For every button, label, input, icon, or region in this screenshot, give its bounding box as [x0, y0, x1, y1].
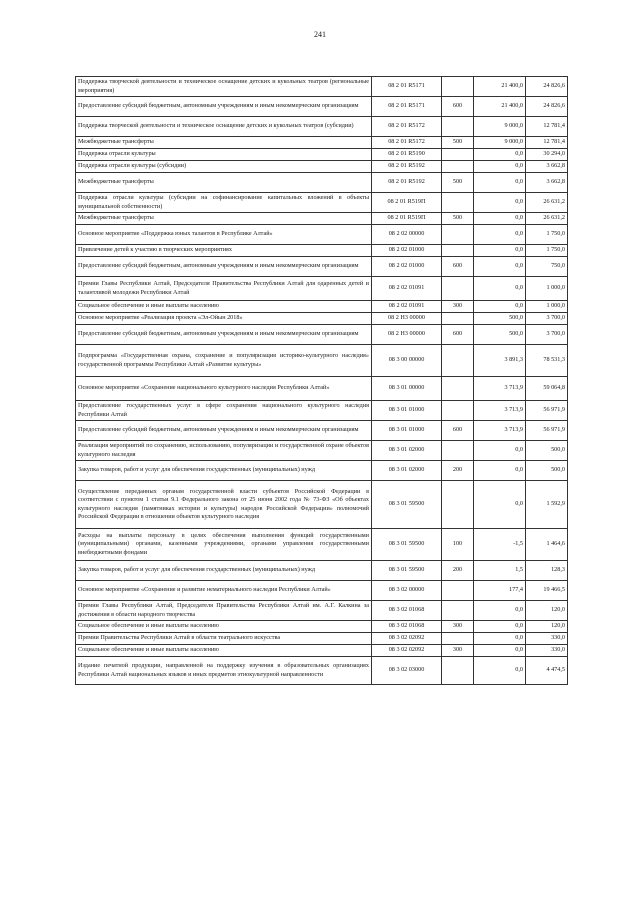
row-type-cell: 500: [442, 173, 474, 193]
row-name-cell: Закупка товаров, работ и услуг для обеспечения государственных (муниципальных) нужд: [76, 461, 372, 481]
row-value1-cell: 0,0: [474, 657, 526, 685]
row-code-cell: 08 2 02 00000: [372, 225, 442, 245]
row-value2-cell: 1 464,6: [526, 529, 568, 561]
row-code-cell: 08 3 01 59500: [372, 481, 442, 529]
table-row: [76, 173, 568, 193]
table-row: [76, 441, 568, 461]
row-name-cell: Поддержка отрасли культуры: [76, 149, 372, 161]
row-value2-cell: 19 466,5: [526, 581, 568, 601]
row-value1-cell: 21 400,0: [474, 97, 526, 117]
table-row: [76, 245, 568, 257]
row-name-cell: Межбюджетные трансферты: [76, 137, 372, 149]
row-value1-cell: 177,4: [474, 581, 526, 601]
row-code-cell: 08 3 00 00000: [372, 345, 442, 377]
table-row: [76, 161, 568, 173]
row-code-cell: 08 2 Н3 00000: [372, 325, 442, 345]
table-row: [76, 257, 568, 277]
row-type-cell: 300: [442, 645, 474, 657]
row-value2-cell: 330,0: [526, 633, 568, 645]
row-value1-cell: 0,0: [474, 633, 526, 645]
row-name-cell: Межбюджетные трансферты: [76, 213, 372, 225]
row-type-cell: 100: [442, 529, 474, 561]
table-row: [76, 481, 568, 529]
row-value2-cell: 26 631,2: [526, 213, 568, 225]
row-code-cell: 08 2 Н3 00000: [372, 313, 442, 325]
table-row: [76, 401, 568, 421]
row-type-cell: 200: [442, 461, 474, 481]
row-value1-cell: 0,0: [474, 193, 526, 213]
row-type-cell: [442, 77, 474, 97]
row-value2-cell: 3 700,0: [526, 313, 568, 325]
row-value2-cell: 500,0: [526, 441, 568, 461]
row-name-cell: Предоставление субсидий бюджетным, автономным учреждениям и иным некоммерческим организациям: [76, 421, 372, 441]
row-value1-cell: 0,0: [474, 601, 526, 621]
row-value1-cell: 0,0: [474, 301, 526, 313]
table-row: [76, 225, 568, 245]
row-value1-cell: 0,0: [474, 161, 526, 173]
table-row: [76, 117, 568, 137]
row-name-cell: Расходы на выплаты персоналу в целях обеспечения выполнения функций государственными (муниципальными) органами, казенными учреждениями, органами управления государственными внебюджетными фондами: [76, 529, 372, 561]
row-code-cell: 08 3 02 02092: [372, 645, 442, 657]
table-row: [76, 621, 568, 633]
row-type-cell: [442, 657, 474, 685]
row-value2-cell: 750,0: [526, 257, 568, 277]
row-name-cell: Социальное обеспечение и иные выплаты населению: [76, 645, 372, 657]
row-code-cell: 08 3 02 00000: [372, 581, 442, 601]
row-type-cell: [442, 377, 474, 401]
row-name-cell: Предоставление субсидий бюджетным, автономным учреждениям и иным некоммерческим организациям: [76, 97, 372, 117]
table-row: [76, 301, 568, 313]
row-name-cell: Поддержка творческой деятельности и техническое оснащение детских и кукольных театров (региональные мероприятия): [76, 77, 372, 97]
row-value1-cell: 3 891,3: [474, 345, 526, 377]
row-type-cell: [442, 245, 474, 257]
row-code-cell: 08 3 02 02092: [372, 633, 442, 645]
row-value2-cell: 4 474,5: [526, 657, 568, 685]
table-row: [76, 657, 568, 685]
row-value2-cell: 500,0: [526, 461, 568, 481]
table-row: [76, 193, 568, 213]
row-type-cell: [442, 401, 474, 421]
row-value2-cell: 78 531,3: [526, 345, 568, 377]
row-name-cell: Премии Правительства Республики Алтай в области театрального искусства: [76, 633, 372, 645]
table-row: [76, 645, 568, 657]
row-type-cell: 200: [442, 561, 474, 581]
row-value2-cell: 3 700,0: [526, 325, 568, 345]
row-value1-cell: -1,5: [474, 529, 526, 561]
row-name-cell: Поддержка творческой деятельности и техническое оснащение детских и кукольных театров (субсидии): [76, 117, 372, 137]
row-value2-cell: 24 826,6: [526, 97, 568, 117]
row-value1-cell: 3 713,9: [474, 401, 526, 421]
row-value1-cell: 0,0: [474, 173, 526, 193]
row-name-cell: Подпрограмма «Государственная охрана, сохранение и популяризация историко-культурного наследия» государственной программы Республики Алтай «Развитие культуры»: [76, 345, 372, 377]
table-row: [76, 529, 568, 561]
row-value1-cell: 0,0: [474, 257, 526, 277]
row-value2-cell: 24 826,6: [526, 77, 568, 97]
row-value2-cell: 3 662,8: [526, 173, 568, 193]
row-value1-cell: 0,0: [474, 621, 526, 633]
row-code-cell: 08 2 01 R5192: [372, 173, 442, 193]
table-row: [76, 345, 568, 377]
row-type-cell: [442, 161, 474, 173]
row-code-cell: 08 2 01 R5172: [372, 137, 442, 149]
row-value1-cell: 21 400,0: [474, 77, 526, 97]
row-name-cell: Поддержка отрасли культуры (субсидии на софинансирование капитальных вложений в объекты муниципальной собственности): [76, 193, 372, 213]
row-value1-cell: 3 713,9: [474, 377, 526, 401]
table-row: [76, 561, 568, 581]
table-row: [76, 461, 568, 481]
row-name-cell: Осуществление переданных органам государственной власти субъектов Российской Федерации в соответствии с пунктом 1 статьи 9.1 Федерального закона от 25 июня 2002 года № 73-ФЗ «Об объектах культурного наследия (памятниках истории и культуры) народов Российской Федерации» полномочий Российской Федерации в отношении объектов культурного наследия: [76, 481, 372, 529]
budget-table-body: [76, 77, 568, 685]
row-value2-cell: 56 971,9: [526, 421, 568, 441]
row-type-cell: 300: [442, 621, 474, 633]
row-value2-cell: 26 631,2: [526, 193, 568, 213]
row-type-cell: 300: [442, 301, 474, 313]
row-name-cell: Закупка товаров, работ и услуг для обеспечения государственных (муниципальных) нужд: [76, 561, 372, 581]
table-row: [76, 277, 568, 301]
row-name-cell: Премии Главы Республики Алтай, Председателя Правительства Республики Алтай им. А.Г. Калкина за достижения в области народного творчества: [76, 601, 372, 621]
row-value2-cell: 1 592,9: [526, 481, 568, 529]
row-name-cell: Поддержка отрасли культуры (субсидии): [76, 161, 372, 173]
row-code-cell: 08 2 02 01000: [372, 257, 442, 277]
row-value1-cell: 0,0: [474, 245, 526, 257]
row-code-cell: 08 2 02 01091: [372, 301, 442, 313]
row-type-cell: 500: [442, 137, 474, 149]
row-value1-cell: 0,0: [474, 225, 526, 245]
row-code-cell: 08 3 02 03000: [372, 657, 442, 685]
row-name-cell: Основное мероприятие «Сохранение и развитие нематериального наследия Республики Алтай»: [76, 581, 372, 601]
row-value2-cell: 330,0: [526, 645, 568, 657]
row-value2-cell: 1 000,0: [526, 277, 568, 301]
table-row: [76, 633, 568, 645]
row-value1-cell: 1,5: [474, 561, 526, 581]
row-value1-cell: 0,0: [474, 441, 526, 461]
page-number: 241: [314, 30, 326, 39]
row-name-cell: Премии Главы Республики Алтай, Председателя Правительства Республики Алтай для одаренных детей и талантливой молодежи Республики Алтай: [76, 277, 372, 301]
row-code-cell: 08 2 01 R5171: [372, 97, 442, 117]
row-value2-cell: 12 781,4: [526, 137, 568, 149]
table-row: [76, 97, 568, 117]
row-value1-cell: 500,0: [474, 313, 526, 325]
table-row: [76, 213, 568, 225]
row-type-cell: [442, 481, 474, 529]
row-type-cell: 600: [442, 421, 474, 441]
row-value1-cell: 0,0: [474, 277, 526, 301]
row-type-cell: [442, 149, 474, 161]
row-value1-cell: 3 713,9: [474, 421, 526, 441]
row-code-cell: 08 2 02 01091: [372, 277, 442, 301]
row-value2-cell: 30 294,0: [526, 149, 568, 161]
row-name-cell: Привлечение детей к участию в творческих мероприятиях: [76, 245, 372, 257]
row-value1-cell: 9 000,0: [474, 117, 526, 137]
table-row: [76, 581, 568, 601]
row-value2-cell: 128,3: [526, 561, 568, 581]
row-code-cell: 08 3 01 59500: [372, 529, 442, 561]
table-row: [76, 325, 568, 345]
row-name-cell: Предоставление государственных услуг в сфере сохранения национального культурного наследия Республики Алтай: [76, 401, 372, 421]
row-name-cell: Предоставление субсидий бюджетным, автономным учреждениям и иным некоммерческим организациям: [76, 325, 372, 345]
row-type-cell: [442, 601, 474, 621]
row-value1-cell: 0,0: [474, 645, 526, 657]
row-type-cell: [442, 225, 474, 245]
row-type-cell: [442, 345, 474, 377]
row-value2-cell: 59 064,8: [526, 377, 568, 401]
row-name-cell: Реализация мероприятий по сохранению, использованию, популяризации и государственной охране объектов культурного наследия: [76, 441, 372, 461]
table-row: [76, 77, 568, 97]
budget-table: [75, 76, 568, 685]
row-value2-cell: 1 750,0: [526, 225, 568, 245]
row-code-cell: 08 3 01 02000: [372, 441, 442, 461]
row-code-cell: 08 2 01 R5192: [372, 161, 442, 173]
row-type-cell: [442, 313, 474, 325]
row-code-cell: 08 3 02 01068: [372, 621, 442, 633]
row-value2-cell: 120,0: [526, 621, 568, 633]
row-code-cell: 08 2 01 R5190: [372, 149, 442, 161]
row-code-cell: 08 3 01 59500: [372, 561, 442, 581]
row-name-cell: Социальное обеспечение и иные выплаты населению: [76, 301, 372, 313]
row-value2-cell: 12 781,4: [526, 117, 568, 137]
row-type-cell: 600: [442, 97, 474, 117]
row-value1-cell: 0,0: [474, 213, 526, 225]
row-code-cell: 08 2 01 R519П: [372, 213, 442, 225]
row-type-cell: [442, 633, 474, 645]
row-type-cell: [442, 277, 474, 301]
row-code-cell: 08 3 01 01000: [372, 421, 442, 441]
table-row: [76, 421, 568, 441]
row-type-cell: 500: [442, 213, 474, 225]
row-value1-cell: 9 000,0: [474, 137, 526, 149]
row-name-cell: Издание печатной продукции, направленной на поддержку изучения в образовательных организациях Республики Алтай национальных языков и иных предметов этнокультурной направленности: [76, 657, 372, 685]
row-name-cell: Основное мероприятие «Реализация проекта «Эл-Ойын 2018»: [76, 313, 372, 325]
row-code-cell: 08 3 01 01000: [372, 401, 442, 421]
row-type-cell: 600: [442, 257, 474, 277]
row-value1-cell: 0,0: [474, 481, 526, 529]
table-row: [76, 149, 568, 161]
row-value1-cell: 0,0: [474, 149, 526, 161]
row-type-cell: [442, 441, 474, 461]
row-name-cell: Предоставление субсидий бюджетным, автономным учреждениям и иным некоммерческим организациям: [76, 257, 372, 277]
row-code-cell: 08 3 01 00000: [372, 377, 442, 401]
row-name-cell: Межбюджетные трансферты: [76, 173, 372, 193]
row-code-cell: 08 2 01 R5171: [372, 77, 442, 97]
row-code-cell: 08 3 02 01068: [372, 601, 442, 621]
row-code-cell: 08 2 02 01000: [372, 245, 442, 257]
row-name-cell: Социальное обеспечение и иные выплаты населению: [76, 621, 372, 633]
row-value2-cell: 56 971,9: [526, 401, 568, 421]
row-code-cell: 08 2 01 R519П: [372, 193, 442, 213]
table-row: [76, 313, 568, 325]
row-value1-cell: 500,0: [474, 325, 526, 345]
row-type-cell: 600: [442, 325, 474, 345]
row-code-cell: 08 2 01 R5172: [372, 117, 442, 137]
table-row: [76, 377, 568, 401]
row-value2-cell: 1 000,0: [526, 301, 568, 313]
row-value2-cell: 120,0: [526, 601, 568, 621]
row-value2-cell: 1 750,0: [526, 245, 568, 257]
row-type-cell: [442, 193, 474, 213]
table-row: [76, 137, 568, 149]
row-value1-cell: 0,0: [474, 461, 526, 481]
row-name-cell: Основное мероприятие «Поддержка юных талантов в Республике Алтай»: [76, 225, 372, 245]
table-row: [76, 601, 568, 621]
row-name-cell: Основное мероприятие «Сохранение национального культурного наследия Республики Алтай»: [76, 377, 372, 401]
row-value2-cell: 3 662,8: [526, 161, 568, 173]
row-type-cell: [442, 581, 474, 601]
row-type-cell: [442, 117, 474, 137]
row-code-cell: 08 3 01 02000: [372, 461, 442, 481]
